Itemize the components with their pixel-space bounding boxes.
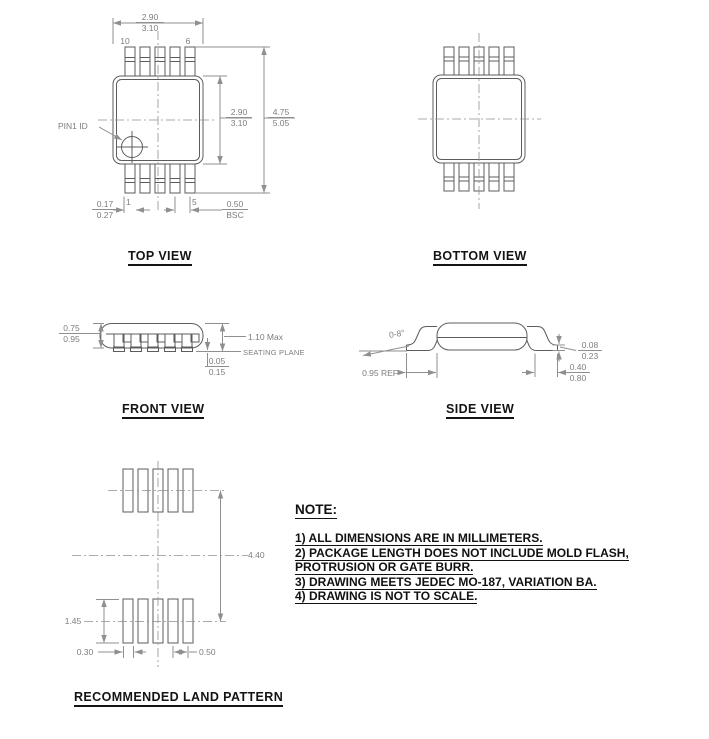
land-pattern-title: RECOMMENDED LAND PATTERN [74,690,283,707]
dim-row-spacing: 4.40 [248,550,265,560]
dim-body-thickness: 0.75 0.95 [59,323,84,345]
dim-lead-width: 0.17 0.27 [92,199,118,221]
dim-standoff: 0.05 0.15 [205,356,229,378]
pin1-id-label: PIN1 ID [58,121,88,131]
note-line-1: 1) ALL DIMENSIONS ARE IN MILLIMETERS. [295,531,543,545]
note-block [295,502,685,605]
land-pattern-drawing [72,461,248,667]
top-view-drawing [98,18,295,213]
dim-lead-projection: 0.95 REF [362,368,398,378]
dim-lead-angle: 0-8° [388,327,406,340]
dim-pad-length: 1.45 [64,616,82,626]
seating-plane-label: SEATING PLANE [243,348,305,357]
dim-lead-thickness: 0.08 0.23 [578,340,602,362]
dim-overall-width: 4.75 5.05 [268,107,294,129]
bottom-view-title: BOTTOM VIEW [433,249,527,266]
note-line-2: 2) PACKAGE LENGTH DOES NOT INCLUDE MOLD FLASH, [295,545,629,560]
dim-foot-length: 0.40 0.80 [566,362,590,384]
note-line-5: 4) DRAWING IS NOT TO SCALE. [295,589,478,603]
dim-body-width: 2.90 3.10 [136,12,164,34]
dim-body-length: 2.90 3.10 [226,107,252,129]
dim-overall-height: 1.10 Max [248,332,283,342]
side-view-title: SIDE VIEW [446,402,514,419]
pin-number-1: 1 [126,197,131,207]
dim-pad-pitch: 0.50 [199,647,216,657]
pin-number-10: 10 [120,36,130,46]
top-view-title: TOP VIEW [128,249,192,266]
front-view-title: FRONT VIEW [122,402,204,419]
note-line-3: PROTRUSION OR GATE BURR. [295,560,474,574]
dim-pad-width: 0.30 [76,647,94,657]
pin-number-6: 6 [185,36,191,46]
pin-number-5: 5 [192,197,197,207]
bottom-view-drawing [418,33,541,209]
note-line-4: 3) DRAWING MEETS JEDEC MO-187, VARIATION BA. [295,574,597,589]
dim-lead-pitch: 0.50 BSC [222,199,248,221]
note-heading: NOTE: [295,502,337,517]
